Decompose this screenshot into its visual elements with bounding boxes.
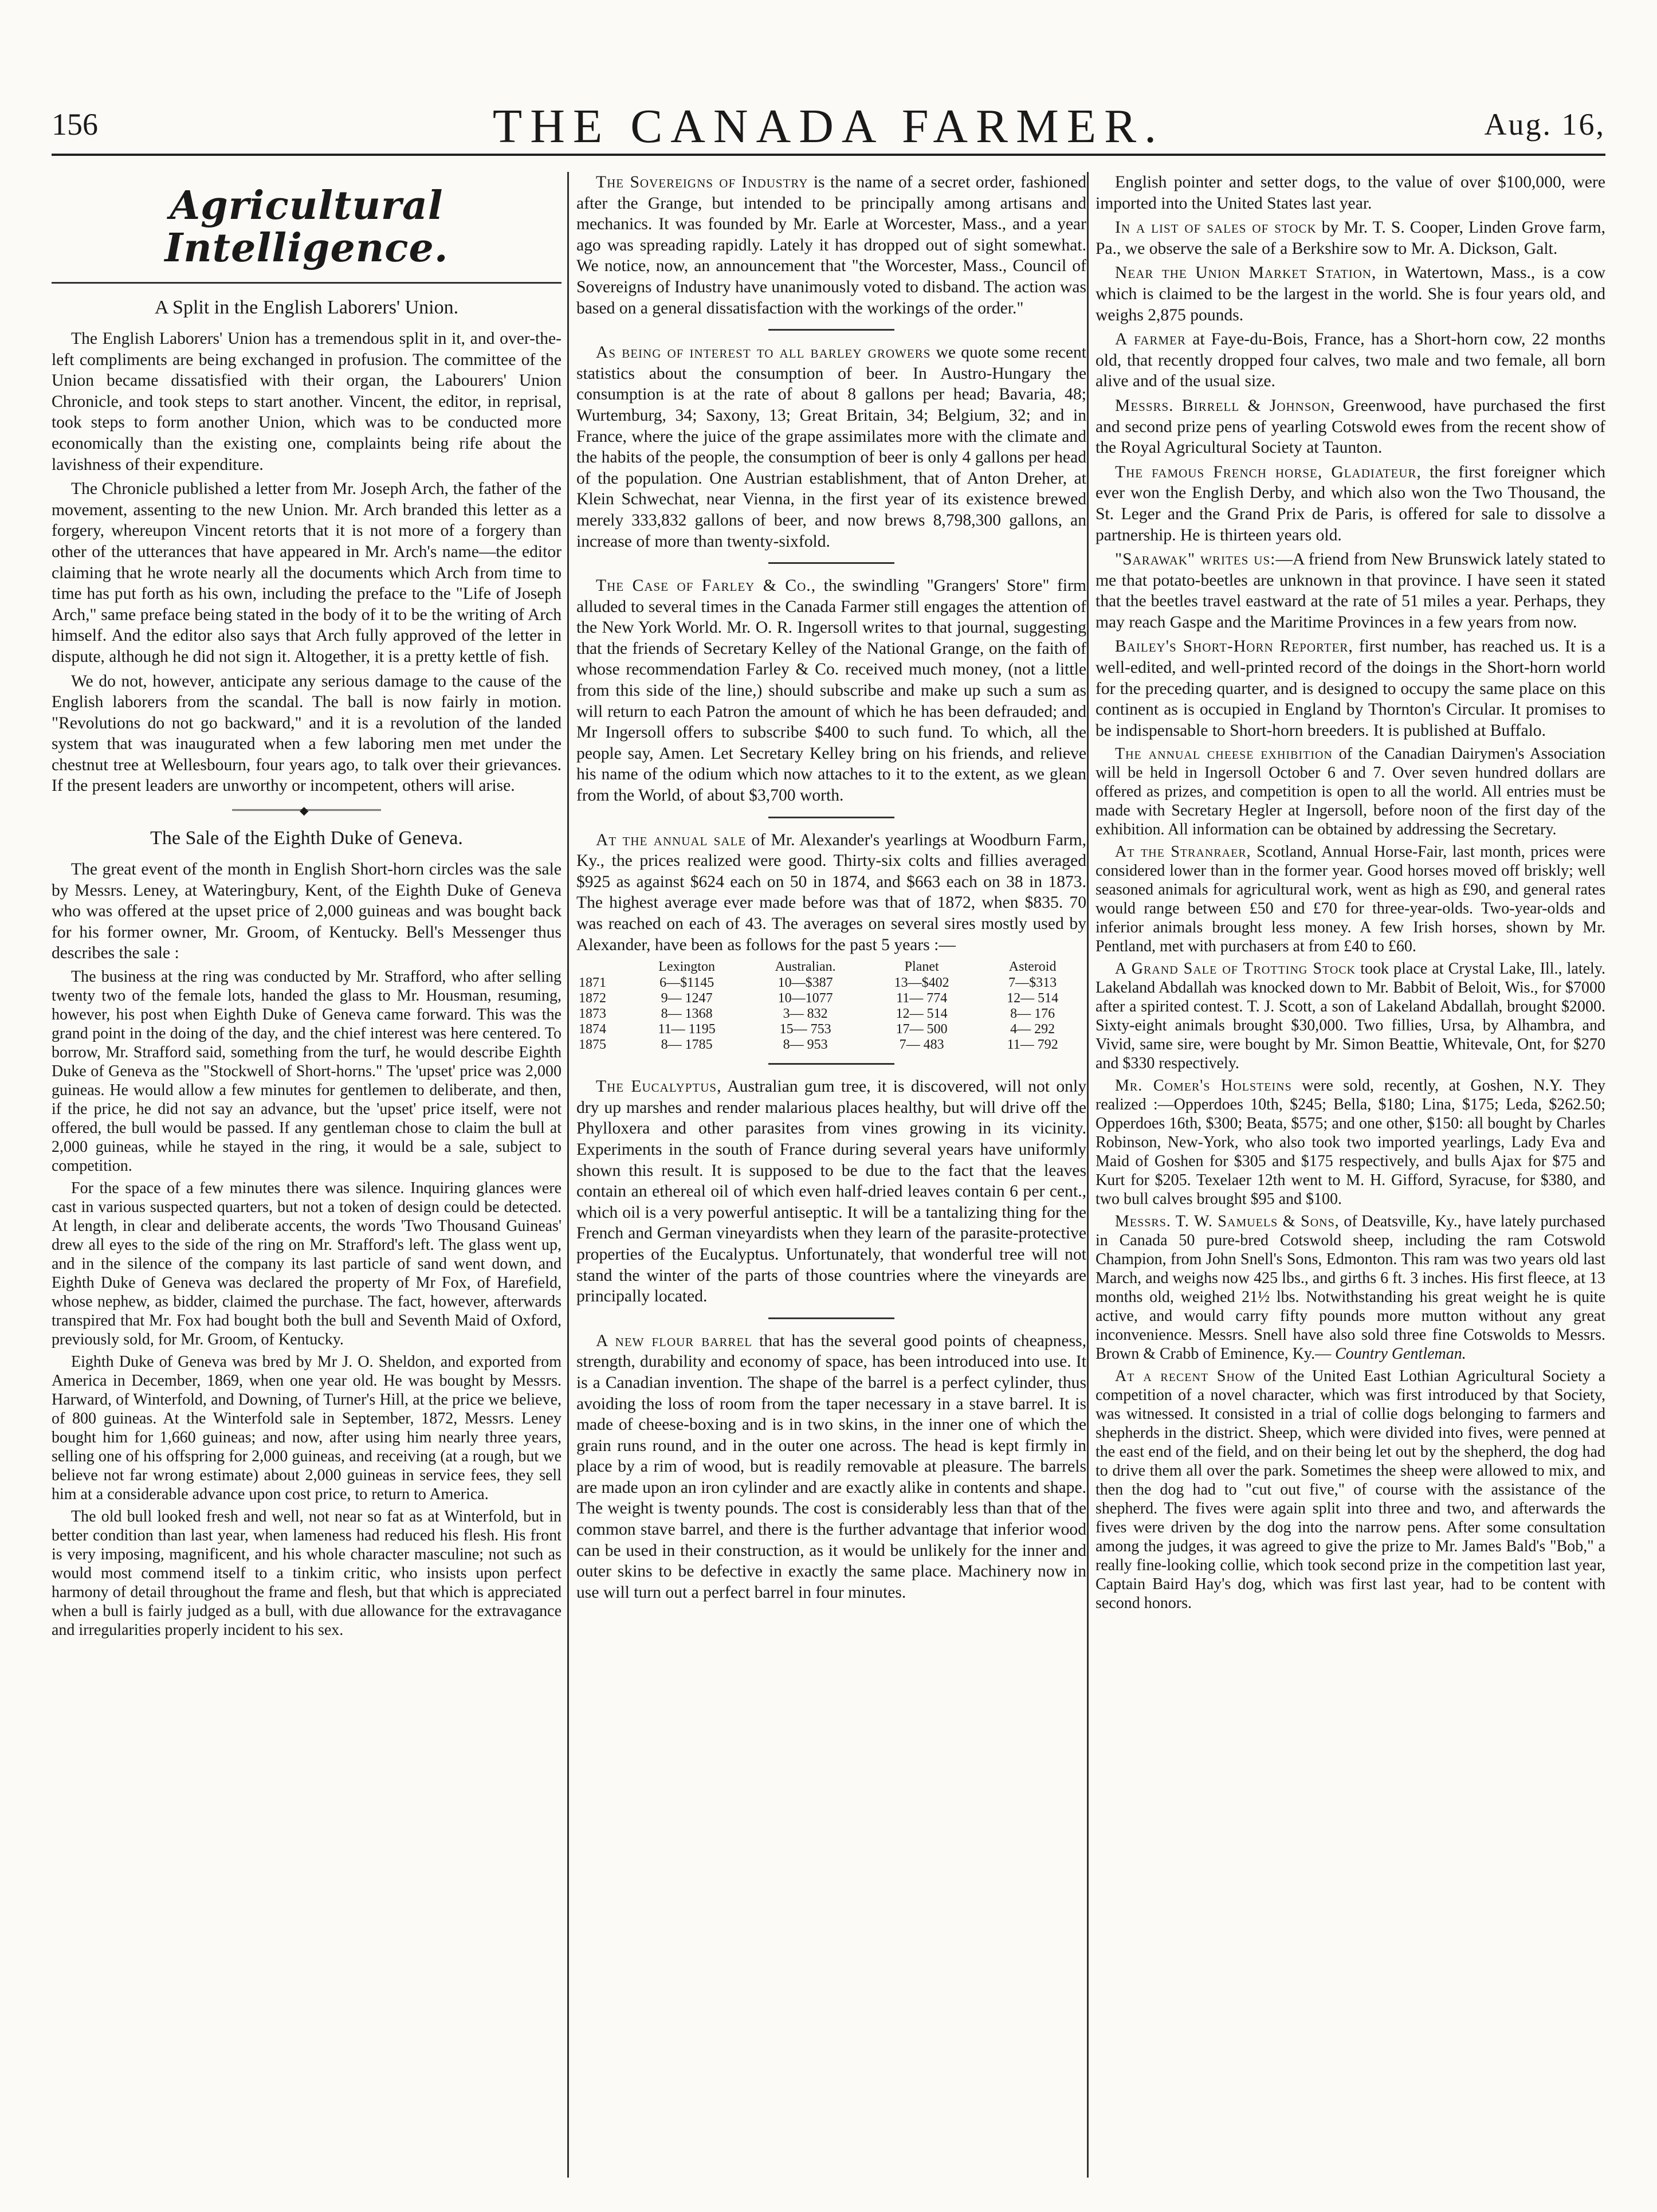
- separator-rule: [768, 1063, 894, 1065]
- table-cell: 3— 832: [783, 1006, 828, 1022]
- news-item: [576, 1331, 1086, 1603]
- table-header: [576, 959, 627, 975]
- item-lead: A farmer: [1115, 330, 1186, 349]
- column-divider: [1087, 172, 1089, 2178]
- item-text: is the name of a secret order, fashioned after the Grange, but intended to be principally among artisans and mechanics. It was founded by Mr. Earle at Worcester, Mass., and a year ago was spreading rapidly. Lately it has dropped out of sight somewhat. We notice, now, an announcement that "the Worcester, Mass., Council of Sovereigns of Industry have unanimously voted to disband. The action was based on a general dissatisfaction with the workings of the order.": [576, 173, 1086, 317]
- table-header: Asteroid: [1008, 959, 1057, 975]
- item-lead: Bailey's Short-Horn Reporter,: [1115, 637, 1353, 656]
- news-item: [1095, 744, 1605, 839]
- item-text: we quote some recent statistics about the consumption of beer. In Austro-Hungary the consumption is at the rate of about 8 gallons per head; Bavaria, 48; Wurtemburg, 34; Saxony, 13; Great Britain, 34; Belgium, 32; and in France, where the juice of the grape assimilates more with the climate and the habits of the people, the consumption of beer is only 4 gallons per head of the population. One Austrian establishment, that of Anton Dreher, at Klein Schwechat, near Vienna, in the first year of its existence brewed merely 333,832 gallons of beer, and now brews 8,798,300 gallons, an increase of more than twenty-sixfold.: [576, 343, 1086, 551]
- table-cell: 11— 774: [896, 991, 948, 1006]
- page-header: [52, 100, 1605, 153]
- item-lead: Messrs. Birrell & Johnson,: [1115, 396, 1336, 415]
- table-header: Lexington: [658, 959, 715, 975]
- table-cell: 10—$387: [778, 975, 833, 991]
- item-lead: "Sarawak" writes us:: [1115, 550, 1276, 569]
- paragraph: We do not, however, anticipate any serious damage to the cause of the English laborers from the scandal. The ball is now fairly in motion. "Revolutions do not go backward," and it is a revolution of the landed system that was inaugurated when a few laboring men met under the chestnut tree at Wellesbourn, four years ago, to talk over their grievances. If the present leaders are unworthy or incompetent, others will arise.: [52, 672, 562, 795]
- news-item: [1095, 462, 1605, 546]
- item-text: Australian gum tree, it is discovered, will not only dry up marshes and render malarious places healthy, but will drive off the Phylloxera and other parasites from vines growing in its vicinity. Experiments in the south of France during several years have uniformly shown this result. It is supposed to be due to the fact that the leaves contain an ethereal oil of which even half-dried leaves contain 6 per cent., which oil is a very powerful antiseptic. It will be a tantalizing thing for the French and German vineyardists when they learn of the parasite-protective properties of the Eucalyptus. Unfortunately, that wonderful tree will not stand the winter of the parts of those countries where the vineyards are principally located.: [576, 1077, 1086, 1306]
- item-lead: The annual cheese exhibition: [1115, 745, 1333, 763]
- item-text: of Deatsville, Ky., have lately purchased in Canada 50 pure-bred Cotswold sheep, including the ram Cotswold Champion, from John Snell's Sons, Edmonton. This ram was two years old last March, and weighs now 425 lbs., and girths 6 ft. 3 inches. His first fleece, at 13 months old, weighed 21½ lbs. Notwithstanding his great weight he is quite active, and would carry fifty pounds more mutton without any great inconvenience. Messrs. Snell have also sold three fine Cotswolds to Messrs. Brown & Crabb of Eminence, Ky.—: [1095, 1213, 1605, 1363]
- item-text: in Watertown, Mass., is a cow which is claimed to be the largest in the world. She is four years old, and weighs 2,875 pounds.: [1095, 264, 1605, 324]
- paragraph: The Chronicle published a letter from Mr. Joseph Arch, the father of the movement, assenting to the new Union. Mr. Arch branded this letter as a forgery, whereupon Vincent retorts that it is not more of a forgery than other of the utterances that have appeared in Mr. Arch's name—the editor claiming that he wrote nearly all the documents which Arch from time to time has put forth as his own, including the preface to the "Life of Joseph Arch," same preface being stated in the body of it to be the writing of Arch himself. And the editor also says that Arch fully approved of the letter in dispute, although he did not sign it. Altogether, it is a pretty kettle of fish.: [52, 480, 562, 666]
- paragraph: The English Laborers' Union has a tremendous split in it, and over-the-left compliments are being exchanged in profusion. The committee of the Union became dissatisfied with their organ, the Labourers' Union Chronicle, and took steps to start another. Vincent, the editor, in reprisal, took steps to form another Union, which was to be conducted more economically than the existing one, complaints being rife about the lavishness of their expenditure.: [52, 330, 562, 474]
- news-item: [1095, 1212, 1605, 1363]
- paragraph: For the space of a few minutes there was silence. Inquiring glances were cast in various suspected quarters, but not a token of design could be detected. At length, in clear and deliberate accents, the words 'Two Thousand Guineas' drew all eyes to the side of the ring on Mr. Strafford's left. The glass went up, and in the silence of the company its last particle of sand went down, and Eighth Duke of Geneva was declared the property of Mr Fox, of Harefield, whose nephew, as bidder, claimed the purchase. The fact, however, afterwards transpired that Mr. Fox had bought both the bull and Seventh Maid of Oxford, previously sold, for Mr. Groom, of Kentucky.: [52, 1179, 562, 1349]
- section-rule: [52, 282, 562, 284]
- news-item: [576, 1076, 1086, 1307]
- page-number: 156: [52, 107, 98, 142]
- news-item: [1095, 1076, 1605, 1209]
- news-item: [1095, 262, 1605, 325]
- paragraph: The great event of the month in English Short-horn circles was the sale by Messrs. Leney, at Wateringbury, Kent, of the Eighth Duke of Geneva who was offered at the upset price of 2,000 guineas and was bought back for his former owner, Mr. Groom, of Kentucky. Bell's Messenger thus describes the sale :: [52, 860, 562, 963]
- item-lead: A new flour barrel: [596, 1331, 753, 1350]
- news-item: [576, 342, 1086, 552]
- item-lead: At the annual sale: [596, 830, 747, 849]
- news-item: English pointer and setter dogs, to the value of over $100,000, were imported into the United States last year.: [1095, 173, 1605, 213]
- separator-rule: [768, 562, 894, 564]
- item-text: —A friend from New Brunswick lately stated to me that potato-beetles are unknown in that province. I have seen it stated that the beetles travel eastward at the rate of 51 miles a year. Perhaps, they may reach Gaspe and the Maritime Provinces in a few years from now.: [1095, 550, 1605, 632]
- table-cell: 11— 792: [1007, 1037, 1058, 1053]
- item-text: Greenwood, have purchased the first and second prize pens of yearling Cotswold ewes from the recent show of the Royal Agricultural Society at Taunton.: [1095, 396, 1605, 457]
- item-lead: As being of interest to all barley growers: [596, 343, 931, 362]
- item-lead: Messrs. T. W. Samuels & Sons,: [1115, 1213, 1340, 1231]
- table-cell: 7— 483: [899, 1037, 944, 1053]
- item-lead: The Case of Farley & Co.,: [596, 576, 816, 595]
- table-cell: 15— 753: [779, 1022, 831, 1037]
- table-cell: 11— 1195: [658, 1022, 716, 1037]
- news-item: [576, 172, 1086, 319]
- column-right: [1095, 172, 1605, 2186]
- table-row: [576, 1006, 1086, 1022]
- paragraph: The business at the ring was conducted by Mr. Strafford, who after selling twenty two of the female lots, handed the glass to Mr. Housman, resuming, however, his post when Eighth Duke of Geneva came forward. This was the grand point in the doing of the day, and the chief interest was here centered. To borrow, Mr. Strafford said, something from the turf, he would describe Eighth Duke of Geneva as the "Stockwell of Short-horns." The 'upset' price was 2,000 guineas. He would allow a few minutes for gentlemen to deliberate, and then, if the price, he did not say an advance, but the 'upset' price itself, were not offered, the bull would be passed. If any gentleman chose to claim the bull at 2,000 guineas, while he stayed in the ring, it would be a sale, subject to competition.: [52, 968, 562, 1175]
- table-cell: 8— 176: [1010, 1006, 1055, 1022]
- news-item: [1095, 1367, 1605, 1613]
- news-item: [1095, 329, 1605, 392]
- item-lead: At the Stranraer,: [1115, 843, 1251, 861]
- ornamental-rule: [232, 809, 381, 814]
- item-text: the first foreigner which ever won the English Derby, and which also won the Two Thousand, the St. Leger and the Grand Prix de Paris, is offered for sale to dissolve a partnership. He is thirteen years old.: [1095, 462, 1605, 544]
- separator-rule: [768, 817, 894, 818]
- item-text: first number, has reached us. It is a well-edited, and well-printed record of the doings in the Short-horn world for the preceding quarter, and is designed to occupy the same place on this continent as is occupied in England by Thornton's Circular. It promises to be indispensable to Short-horn breeders. It is published at Buffalo.: [1095, 637, 1605, 740]
- table-header-row: [576, 959, 1086, 975]
- item-text: of the Canadian Dairymen's Association will be held in Ingersoll October 6 and 7. Over seven hundred dollars are offered as prizes, and competition is open to all the world. All entries must be made with Secretary Hegler at Ingersoll, before noon of the first day of the exhibition. All information can be obtained by addressing the Secretary.: [1095, 745, 1605, 839]
- article-title: The Sale of the Eighth Duke of Geneva.: [150, 827, 463, 849]
- table-cell: 4— 292: [1010, 1022, 1055, 1037]
- table-row: [576, 975, 1086, 991]
- item-text: Scotland, Annual Horse-Fair, last month, prices were considered lower than in the former year. Good horses moved off briskly; well seasoned animals for agricultural work, went as high as £90, and general rates would range between £50 and £70 for three-year-olds. Two-year-olds and inferior animals brought less money. A few Irish horses, shown by Mr. Pentland, met with purchasers at from £40 to £60.: [1095, 843, 1605, 956]
- table-cell: 8— 1368: [661, 1006, 713, 1022]
- separator-rule: [768, 329, 894, 331]
- table-cell: 1874: [579, 1022, 606, 1037]
- table-row: [576, 991, 1086, 1006]
- table-cell: 13—$402: [894, 975, 949, 991]
- section-title: Agricultural Intelligence.: [164, 183, 449, 271]
- table-cell: 8— 953: [783, 1037, 828, 1053]
- masthead: THE CANADA FARMER.: [492, 100, 1165, 153]
- news-item: [576, 575, 1086, 806]
- table-cell: 12— 514: [896, 1006, 948, 1022]
- item-lead: The Eucalyptus,: [596, 1077, 722, 1096]
- table-header: Australian.: [775, 959, 836, 975]
- news-item: [576, 830, 1086, 956]
- news-item: [1095, 217, 1605, 259]
- item-lead: The famous French horse, Gladiateur,: [1115, 462, 1422, 481]
- table-cell: 10—1077: [778, 991, 833, 1006]
- table-cell: 6—$1145: [659, 975, 714, 991]
- item-text: that has the several good points of cheapness, strength, durability and economy of space, has been introduced into use. It is a Canadian invention. The shape of the barrel is a perfect cylinder, thus avoiding the loss of room from the taper necessary in a stave barrel. It is made of cheese-boxing and is in two skins, in the inner one of which the grain runs round, and in the outer one across. The head is kept firmly in place by a rim of wood, but is readily removable at pleasure. The barrels are made upon an iron cylinder and are exactly alike in contents and shape. The weight is twenty pounds. The cost is considerably less than that of the common stave barrel, and there is the further advantage that inferior wood can be used in their construction, as it would be unlikely for the inner and outer skins to be defective in exactly the same place. Machinery now in use will turn out a perfect barrel in four minutes.: [576, 1331, 1086, 1602]
- paragraph: The old bull looked fresh and well, not near so fat as at Winterfold, but in better condition than last year, when lameness had reduced his flesh. His front is very imposing, magnificent, and his whole character masculine; not such as would most commend itself to a tinkim critic, who insists upon perfect harmony of detail throughout the frame and flesh, but that which is appreciated when a bull is fairly judged as a bull, with due allowance for the extravagance and irregularities properly incident to his sex.: [52, 1508, 562, 1640]
- item-text: of Mr. Alexander's yearlings at Woodburn Farm, Ky., the prices realized were good. Thirty-six colts and fillies averaged $925 as against $624 each on 50 in 1874, and $663 each on 38 in 1873. The highest average ever made before was that of 1872, when $835. 70 was reached on each of 43. The averages on several sires mostly used by Alexander, have been as follows for the past 5 years :—: [576, 830, 1086, 954]
- item-text: of the United East Lothian Agricultural Society a competition of a novel character, which was first introduced by that Society, was witnessed. It consisted in a trial of collie dogs belonging to farmers and shepherds in the district. Sheep, which were divided into fives, were penned at the east end of the field, and on their being let out by the shepherd, the dog had to drive them all over the park. Sometimes the sheep were allowed to mix, and then the dog had to "cut out five," of course with the assistance of the shepherd. The fives were again split into three and two, and afterwards the fives were driven by the dog into the narrow pens. After some consultation among the judges, it was agreed to give the prize to Mr. James Bald's "Bob," a really fine-looking collie, which took second prize in the competition last year, Captain Baird Hay's dog, which was first last year, had to be content with second honors.: [1095, 1367, 1605, 1613]
- column-middle: [576, 172, 1086, 2186]
- item-text: were sold, recently, at Goshen, N.Y. They realized :—Opperdoes 10th, $245; Bella, $180; Lina, $175; Leda, $262.50; Opperdoes 16th, $300; Beata, $575; and one other, $150: all bought by Charles Robinson, New-York, who also took two imported yearlings, Lady Eva and Maid of Goshen for $305 and $175 respectively, and bulls Ajax for $75 and Kurt for $205. Texelaer 12th went to M. H. Gifford, Syracuse, for $380, and two bull calves brought $95 and $100.: [1095, 1077, 1605, 1209]
- column-divider: [567, 172, 569, 2178]
- item-text: by Mr. T. S. Cooper, Linden Grove farm, Pa., we observe the sale of a Berkshire sow to Mr. A. Dickson, Galt.: [1095, 218, 1605, 258]
- news-item: [1095, 842, 1605, 956]
- table-cell: 1871: [579, 975, 606, 991]
- item-lead: The Sovereigns of Industry: [596, 173, 808, 191]
- table-row: [576, 1037, 1086, 1053]
- table-cell: 12— 514: [1007, 991, 1059, 1006]
- yearling-averages-table: [576, 959, 1086, 1053]
- column-left: [52, 172, 562, 2186]
- source-credit: Country Gentleman.: [1335, 1345, 1466, 1363]
- table-cell: 8— 1785: [661, 1037, 713, 1053]
- table-header: Planet: [904, 959, 939, 975]
- table-cell: 1873: [579, 1006, 606, 1022]
- news-item: [1095, 636, 1605, 741]
- table-cell: 1872: [579, 991, 606, 1006]
- table-cell: 9— 1247: [661, 991, 713, 1006]
- separator-rule: [768, 1317, 894, 1319]
- item-lead: Mr. Comer's Holsteins: [1115, 1077, 1292, 1095]
- item-lead: In a list of sales of stock: [1115, 218, 1317, 237]
- table-row: [576, 1022, 1086, 1037]
- table-cell: 1875: [579, 1037, 606, 1053]
- item-lead: Near the Union Market Station,: [1115, 264, 1377, 283]
- item-text: at Faye-du-Bois, France, has a Short-horn cow, 22 months old, that recently dropped four calves, two male and two female, all born alive and of the usual size.: [1095, 330, 1605, 391]
- news-item: [1095, 549, 1605, 633]
- news-item: [1095, 959, 1605, 1073]
- news-item: [1095, 395, 1605, 458]
- paragraph: Eighth Duke of Geneva was bred by Mr J. O. Sheldon, and exported from America in December, 1869, when one year old. He was bought by Messrs. Harward, of Winterfold, and Downing, of Turner's Hill, at the price we believe, of 800 guineas. At the Winterfold sale in September, 1872, Messrs. Leney bought him for 1,660 guineas; and now, after using him nearly three years, selling one of his offspring for 2,000 guineas, and receiving (at a rough, but we believe not far wrong estimate) about 2,000 guineas in service fees, they sell him at a considerable advance upon cost price, to return to America.: [52, 1353, 562, 1504]
- table-cell: 17— 500: [896, 1022, 948, 1037]
- header-rule: [52, 154, 1605, 156]
- item-text: took place at Crystal Lake, Ill., lately. Lakeland Abdallah was knocked down to Mr. Babbit of Beloit, Wis., for $7000 after a spirited contest. T. J. Scott, a son of Lakeland Abdallah, brought $2000. Sixty-eight animals brought $30,000. Two fillies, Ursa, by Alhambra, and Vivid, same sire, were bought by Mr. Simon Beattie, Whitevale, Ont, for $270 and $330 respectively.: [1095, 960, 1605, 1073]
- item-lead: At a recent Show: [1115, 1367, 1256, 1386]
- table-cell: 7—$313: [1008, 975, 1057, 991]
- item-text: the swindling "Grangers' Store" firm alluded to several times in the Canada Farmer still engages the attention of the New York World. Mr. O. R. Ingersoll writes to that journal, suggesting that the friends of Secretary Kelley of the National Grange, on the faith of whose recommendation Farley & Co. received much money, (not a little from this side of the line,) should subscribe and make up such a sum as will return to each Patron the amount of which he has been defrauded; and Mr Ingersoll offers to subscribe $400 to such fund. To which, all the people say, Amen. Let Secretary Kelley bring on his friends, and relieve his name of the odium which now attaches to it to the extent, as we glean from the World, of about $3,700 worth.: [576, 576, 1086, 805]
- article-title: A Split in the English Laborers' Union.: [154, 297, 459, 318]
- item-lead: A Grand Sale of Trotting Stock: [1115, 960, 1356, 978]
- issue-date: Aug. 16,: [1484, 107, 1605, 142]
